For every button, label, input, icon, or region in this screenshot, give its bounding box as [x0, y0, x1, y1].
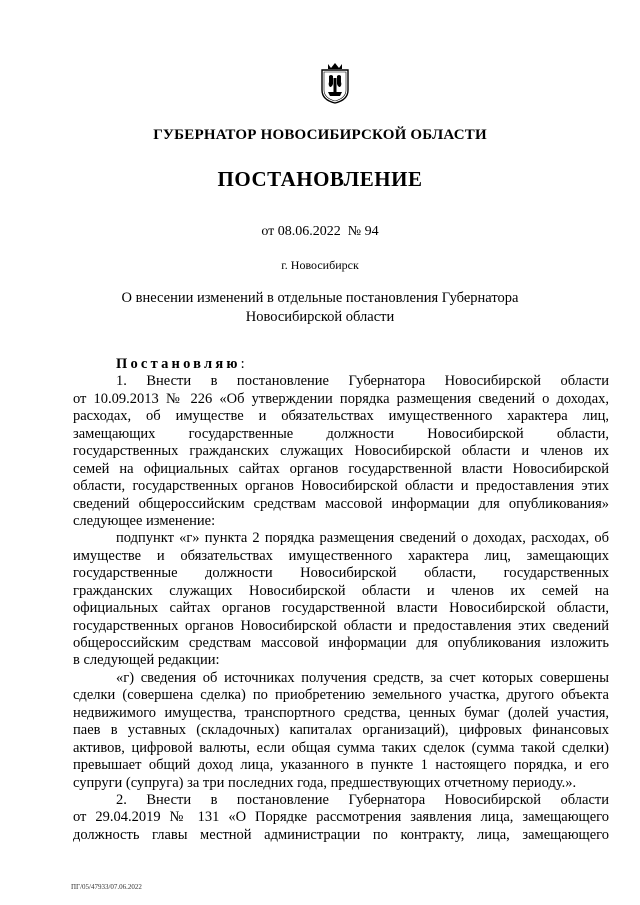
coat-of-arms-icon [318, 60, 352, 104]
body-line: имуществе и обязательствах имущественного характера лиц, замещающих [73, 547, 609, 564]
subject-line-1: О внесении изменений в отдельные постановления Губернатора [121, 290, 519, 306]
body-line: гражданских служащих Новосибирской области и членов их семей на [73, 582, 609, 599]
body-line: 2. Внести в постановление Губернатора Новосибирской области [116, 791, 609, 808]
body-line: официальных сайтах органов государственной власти Новосибирской области, [73, 600, 609, 617]
body-line: общероссийским средствам массовой информации для опубликования изложить [73, 635, 609, 651]
issuing-authority: ГУБЕРНАТОР НОВОСИБИРСКОЙ ОБЛАСТИ [153, 127, 487, 143]
body-line: недвижимого имущества, транспортного средства, ценных бумаг (долей участия, [73, 704, 609, 721]
body-line: паев в уставных (складочных) капиталах организаций), цифровых финансовых [73, 722, 609, 739]
body-line: государственных органов Новосибирской области и предоставления этих сведений [73, 617, 609, 634]
body-line: «г) сведения об источниках получения средств, за счет которых совершены [116, 669, 609, 686]
body-line: государственных гражданских служащих Новосибирской области и членов их [73, 443, 609, 460]
body-line: сведений общероссийским средствам массовой информации для опубликования» [73, 495, 609, 512]
document-subject [0, 289, 640, 327]
body-line: замещающих государственные должности Новосибирской области, [73, 425, 609, 442]
subject-line-2: Новосибирской области [245, 309, 395, 325]
body-line: сделки (совершена сделка) по приобретению земельного участка, другого объекта [73, 687, 609, 704]
registration-code: ПГ/05/47933/07.06.2022 [71, 883, 142, 891]
body-line: должность главы местной администрации по контракту, лица, замещающего [73, 826, 609, 843]
body-line: следующее изменение: [73, 512, 216, 529]
body-line: от 29.04.2019 № 131 «О Порядке рассмотрения заявления лица, замещающего [73, 809, 609, 826]
date-and-number: от 08.06.2022 № 94 [261, 224, 379, 239]
body-line: в следующей редакции: [73, 652, 220, 669]
body-line: государственные должности Новосибирской области, государственных [73, 565, 609, 582]
body-line: 1. Внести в постановление Губернатора Новосибирской области [116, 373, 609, 390]
body-text [73, 373, 609, 844]
city: г. Новосибирск [281, 258, 359, 272]
body-line: активов, цифровой валюты, если общая сумма таких сделок (сумма такой сделки) [73, 739, 609, 756]
document-body [73, 356, 609, 844]
document-type: ПОСТАНОВЛЕНИЕ [217, 167, 423, 191]
body-line: супруги (супруга) за три последних года, предшествующих отчетному периоду.». [73, 774, 577, 791]
decree-word: Постановляю: [116, 356, 245, 372]
body-line: подпункт «г» пункта 2 порядка размещения сведений о доходах, расходах, об [116, 530, 609, 547]
body-line: семей на официальных сайтах органов государственной власти Новосибирской [73, 460, 609, 477]
body-line: расходах, об имуществе и обязательствах имущественного характера лиц, [73, 408, 609, 425]
body-line: превышает общий доход лица, указанного в пункте 1 настоящего порядка, и его [73, 757, 609, 774]
body-line: области, государственных органов Новосибирской области и предоставления этих [73, 478, 609, 495]
body-line: от 10.09.2013 № 226 «Об утверждении порядка размещения сведений о доходах, [73, 390, 609, 407]
